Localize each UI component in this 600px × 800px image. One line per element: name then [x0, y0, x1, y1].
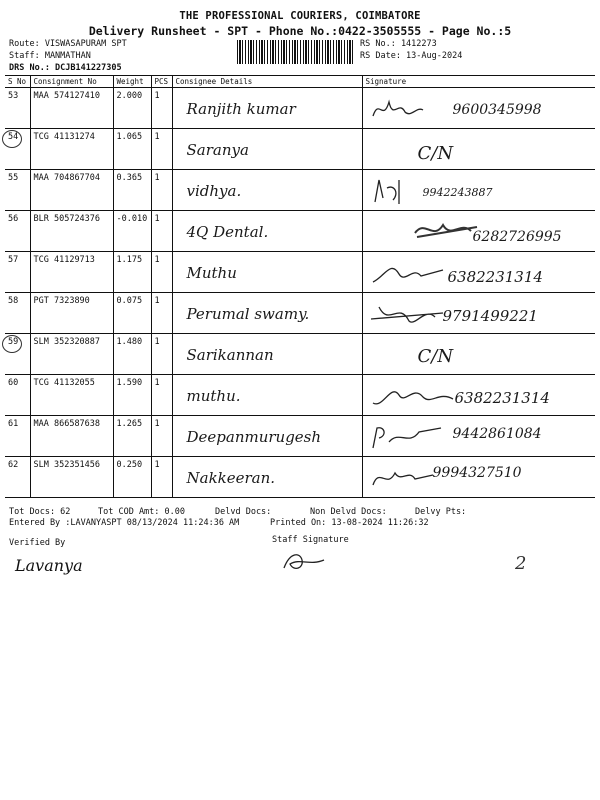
consignee-handwriting: Sarikannan — [186, 346, 274, 364]
col-header-consignee: Consignee Details — [172, 76, 362, 88]
signature-cell — [362, 170, 595, 211]
consignee-cell — [172, 252, 362, 293]
consignee-handwriting: Ranjith kumar — [186, 100, 296, 118]
table-row — [5, 457, 595, 498]
tot-cod-amt: Tot COD Amt: 0.00 — [98, 507, 185, 517]
signature-cell — [362, 88, 595, 129]
pcs-cell: 1 — [151, 211, 172, 252]
signature-scribble — [369, 256, 449, 290]
rs-date: RS Date: 13-Aug-2024 — [360, 51, 463, 61]
signature-cell — [362, 416, 595, 457]
consignment-cell: PGT 7323890 — [30, 293, 113, 334]
signature-phone: 9600345998 — [452, 102, 542, 118]
page-number-mark: 2 — [515, 553, 527, 574]
pcs-cell: 1 — [151, 252, 172, 293]
signature-cn: C/N — [417, 346, 454, 367]
printed-on: Printed On: 13-08-2024 11:26:32 — [270, 518, 429, 528]
signature-cell — [362, 334, 595, 375]
pcs-cell: 1 — [151, 129, 172, 170]
sno-cell — [5, 129, 30, 170]
staff-signature-scribble — [280, 546, 330, 576]
signature-scribble — [369, 379, 459, 413]
col-header-weight: Weight — [113, 76, 151, 88]
consignee-handwriting: 4Q Dental. — [186, 223, 269, 241]
col-header-sno: S No — [5, 76, 30, 88]
verified-by-label: Verified By — [9, 538, 66, 548]
sno-text: 59 — [8, 337, 19, 347]
table-row — [5, 88, 595, 129]
signature-cell — [362, 129, 595, 170]
weight-cell: 1.175 — [113, 252, 151, 293]
table-row — [5, 129, 595, 170]
table-row — [5, 170, 595, 211]
pcs-cell: 1 — [151, 88, 172, 129]
table-row — [5, 416, 595, 457]
weight-cell: 1.265 — [113, 416, 151, 457]
pcs-cell: 1 — [151, 293, 172, 334]
weight-cell: 0.075 — [113, 293, 151, 334]
col-header-pcs: PCS — [151, 76, 172, 88]
staff-signature-label: Staff Signature — [272, 535, 349, 545]
pcs-cell: 1 — [151, 457, 172, 498]
sno-cell: 58 — [5, 293, 30, 334]
signature-scribble — [369, 461, 439, 495]
signature-phone: 6382231314 — [447, 268, 543, 286]
consignee-handwriting: Muthu — [186, 264, 237, 282]
staff-field: Staff: MANMATHAN — [9, 51, 91, 61]
sno-cell: 61 — [5, 416, 30, 457]
signature-scribble — [369, 420, 449, 454]
consignee-cell — [172, 129, 362, 170]
consignment-cell: SLM 352320887 — [30, 334, 113, 375]
pcs-cell: 1 — [151, 334, 172, 375]
signature-cell — [362, 293, 595, 334]
consignee-handwriting: Saranya — [186, 141, 249, 159]
table-row — [5, 252, 595, 293]
sno-cell — [5, 334, 30, 375]
runsheet-table — [5, 75, 595, 498]
signature-phone: 9994327510 — [432, 465, 522, 481]
signature-scribble — [369, 174, 419, 208]
consignee-handwriting: Deepanmurugesh — [186, 428, 322, 446]
signature-phone: 6282726995 — [472, 229, 562, 245]
pcs-cell: 1 — [151, 416, 172, 457]
signature-scribble — [369, 297, 449, 331]
signature-scribble — [369, 92, 429, 126]
signature-phone: 9791499221 — [442, 307, 538, 325]
signature-cell — [362, 211, 595, 252]
signature-phone: 9442861084 — [452, 426, 542, 442]
consignee-cell — [172, 334, 362, 375]
signature-cn: C/N — [417, 143, 454, 164]
consignment-cell: MAA 866587638 — [30, 416, 113, 457]
signature-cell — [362, 457, 595, 498]
consignee-cell — [172, 170, 362, 211]
table-row — [5, 334, 595, 375]
signature-cell — [362, 375, 595, 416]
consignee-cell — [172, 88, 362, 129]
sno-cell: 53 — [5, 88, 30, 129]
company-title: THE PROFESSIONAL COURIERS, COIMBATORE — [179, 10, 421, 22]
sno-cell: 62 — [5, 457, 30, 498]
weight-cell: 1.065 — [113, 129, 151, 170]
pcs-cell: 1 — [151, 170, 172, 211]
consignee-handwriting: Nakkeeran. — [186, 469, 276, 487]
table-header-row — [5, 76, 595, 88]
consignee-handwriting: Perumal swamy. — [186, 305, 310, 323]
table-row — [5, 375, 595, 416]
col-header-signature: Signature — [362, 76, 595, 88]
table-row — [5, 211, 595, 252]
weight-cell: 1.480 — [113, 334, 151, 375]
consignment-cell: SLM 352351456 — [30, 457, 113, 498]
signature-cell — [362, 252, 595, 293]
runsheet-title: Delivery Runsheet - SPT - Phone No.:0422-3505555 - Page No.:5 — [88, 24, 512, 38]
sno-cell: 57 — [5, 252, 30, 293]
consignment-cell: BLR 505724376 — [30, 211, 113, 252]
circle-mark — [2, 130, 22, 148]
sno-cell: 55 — [5, 170, 30, 211]
consignee-cell — [172, 457, 362, 498]
tot-docs: Tot Docs: 62 — [9, 507, 71, 517]
rs-number: RS No.: 1412273 — [360, 39, 437, 49]
pcs-cell: 1 — [151, 375, 172, 416]
delvd-docs: Delvd Docs: — [215, 507, 272, 517]
table-row — [5, 293, 595, 334]
verified-signature: Lavanya — [15, 556, 83, 575]
non-delvd-docs: Non Delvd Docs: — [310, 507, 387, 517]
entered-by: Entered By :LAVANYASPT 08/13/2024 11:24:36 AM — [9, 518, 240, 528]
consignment-cell: TCG 41129713 — [30, 252, 113, 293]
consignee-cell — [172, 211, 362, 252]
consignee-cell — [172, 375, 362, 416]
sno-cell: 60 — [5, 375, 30, 416]
consignment-cell: MAA 574127410 — [30, 88, 113, 129]
route-field: Route: VISWASAPURAM SPT — [9, 39, 127, 49]
delvy-pts: Delvy Pts: — [415, 507, 467, 517]
consignee-handwriting: muthu. — [186, 387, 241, 405]
weight-cell: 1.590 — [113, 375, 151, 416]
consignment-cell: MAA 704867704 — [30, 170, 113, 211]
circle-mark — [2, 335, 22, 353]
consignee-cell — [172, 416, 362, 457]
consignee-cell — [172, 293, 362, 334]
consignment-cell: TCG 41131274 — [30, 129, 113, 170]
signature-phone: 9942243887 — [422, 186, 493, 199]
col-header-consignment: Consignment No — [30, 76, 113, 88]
signature-phone: 6382231314 — [454, 389, 550, 407]
weight-cell: 0.365 — [113, 170, 151, 211]
sno-cell: 56 — [5, 211, 30, 252]
consignment-cell: TCG 41132055 — [30, 375, 113, 416]
barcode — [237, 40, 355, 64]
consignee-handwriting: vidhya. — [186, 182, 242, 200]
drs-field: DRS No.: DCJB141227305 — [9, 63, 122, 73]
sno-text: 54 — [8, 132, 19, 142]
weight-cell: -0.010 — [113, 211, 151, 252]
weight-cell: 2.000 — [113, 88, 151, 129]
weight-cell: 0.250 — [113, 457, 151, 498]
